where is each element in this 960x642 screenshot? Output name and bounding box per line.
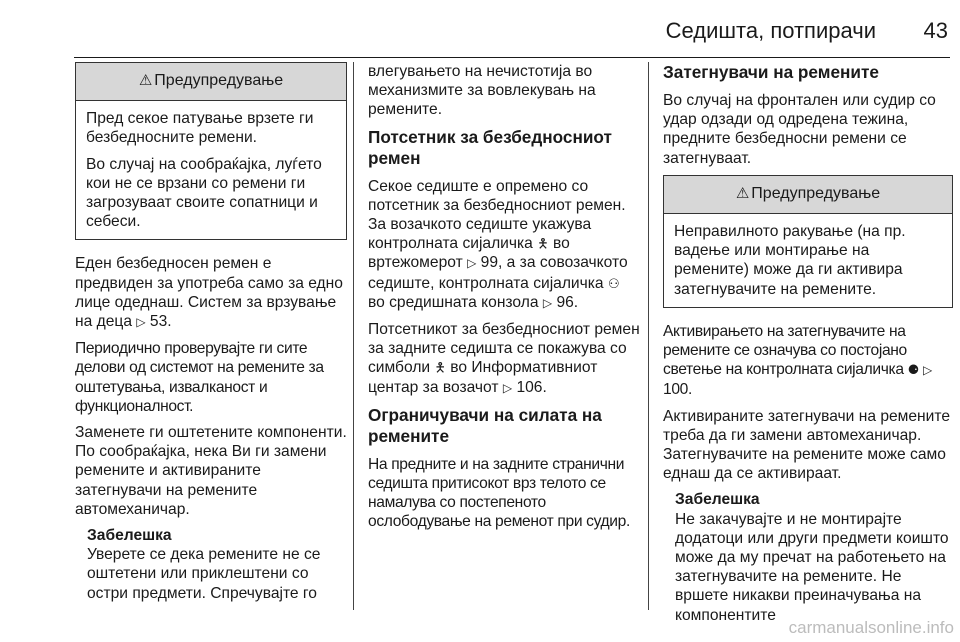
- seatbelt-icon: 🯅: [434, 360, 446, 376]
- warning-triangle-icon: ⚠: [735, 184, 750, 202]
- warning-text: Неправилното ракување (на пр. вадење или монтирање на ремените) може да ги активира затегнувачите на ремените.: [674, 223, 906, 298]
- paragraph: влегувањето на нечистотија во механизмите за вовлекувањ на ремените.: [368, 63, 596, 119]
- reference-arrow-icon: ▷: [922, 363, 932, 378]
- warning-body: [664, 214, 952, 307]
- warning-title: Предупредување: [751, 184, 881, 202]
- column-3: [663, 62, 953, 629]
- note-block: [663, 490, 953, 624]
- note-block: [75, 526, 347, 603]
- column-2: [368, 62, 640, 539]
- reference-arrow-icon: ▷: [542, 295, 553, 310]
- reference-arrow-icon: ▷: [467, 256, 477, 271]
- paragraph: Заменете ги оштетените компоненти. По сообраќајка, нека Ви ги замени ремените и активираните затегнувачи на ремените автомеханичар.: [75, 424, 347, 518]
- seatbelt-icon: 🯅: [537, 236, 549, 252]
- paragraph: Активирањето на затегнувачите на ремените се означува со постојано светење на контролната сијаличка ⚈ ▷ 100.: [663, 322, 932, 399]
- page-reference: 53.: [149, 313, 172, 331]
- section-title: Седишта, потпирачи: [665, 18, 876, 43]
- warning-header: [76, 63, 346, 101]
- page-header: [0, 0, 960, 56]
- warning-box: [663, 175, 953, 308]
- paragraph: Еден безбедносен ремен е предвиден за употреба само за едно лице одеднаш. Систем за врзување на деца ▷ 53.: [75, 254, 347, 332]
- warning-title: Предупредување: [154, 72, 284, 89]
- note-text: Уверете се дека ремените не се оштетени или приклештени со остри предмети. Спречувајте го: [87, 546, 321, 602]
- paragraph: Периодично проверувајте ги сите делови од системот на ремените за оштетувања, извалканост и функционалност.: [75, 340, 324, 415]
- paragraph: Потсетникот за безбедносниот ремен за задните седишта се покажува со симболи 🯅 во Информативниот центар за возачот ▷ 106.: [368, 320, 640, 398]
- header-divider: [74, 57, 950, 58]
- paragraph: Секое седиште е опремено со потсетник за безбедносниот ремен. За возачкото седиште укажува контролната сијаличка 🯅 во вртежомерот ▷ 99, а за совозачкото седиште, контролната сијаличка ⚇ во средишната конзола ▷ 96.: [368, 177, 640, 313]
- page-number: 43: [923, 18, 948, 43]
- column-1: [75, 62, 347, 607]
- column-divider-2: [648, 62, 649, 610]
- paragraph: Во случај на фронтален или судир со удар одзади од одредена тежина, предните безбедносни ремени се затегнуваат.: [663, 92, 936, 167]
- warning-triangle-icon: ⚠: [138, 72, 153, 89]
- column-divider-1: [353, 62, 354, 610]
- seatbelt-passenger-icon: ⚇: [607, 275, 620, 291]
- warning-text: Пред секое патување врзете ги безбедносните ремени.: [86, 110, 314, 147]
- section-heading: Потсетник за безбедносниот ремен: [368, 126, 612, 168]
- reference-arrow-icon: ▷: [502, 380, 513, 395]
- section-heading: Ограничувачи на силата на ремените: [368, 404, 602, 446]
- warning-box: [75, 62, 347, 240]
- note-title: Забелешка: [675, 491, 760, 509]
- paragraph: На предните и на задните странични седишта притисокот врз телото се намалува со постепеното ослободување на ременот при судир.: [368, 455, 630, 531]
- warning-header: [664, 176, 952, 214]
- paragraph: Активираните затегнувачи на ремените треба да ги замени автомеханичар. Затегнувачите на ремените може само еднаш да се активираат.: [663, 407, 951, 483]
- note-text: Не закачувајте и не монтирајте додатоци или други предмети коишто може да му пречат на работењето на затегнувачите на ремените. Не вршете никакви преиначувања на компонентите: [675, 510, 949, 624]
- note-title: Забелешка: [87, 527, 172, 545]
- warning-body: [76, 101, 346, 239]
- reference-arrow-icon: ▷: [136, 315, 146, 330]
- watermark: carmanualsonline.info: [788, 618, 954, 637]
- section-heading: Затегнувачи на ремените: [663, 62, 879, 82]
- airbag-icon: ⚈: [907, 362, 919, 378]
- warning-text: Во случај на сообраќајка, луѓето кои не се врзани со ремени ги загрозуваат своите сопатници и себеси.: [86, 155, 322, 231]
